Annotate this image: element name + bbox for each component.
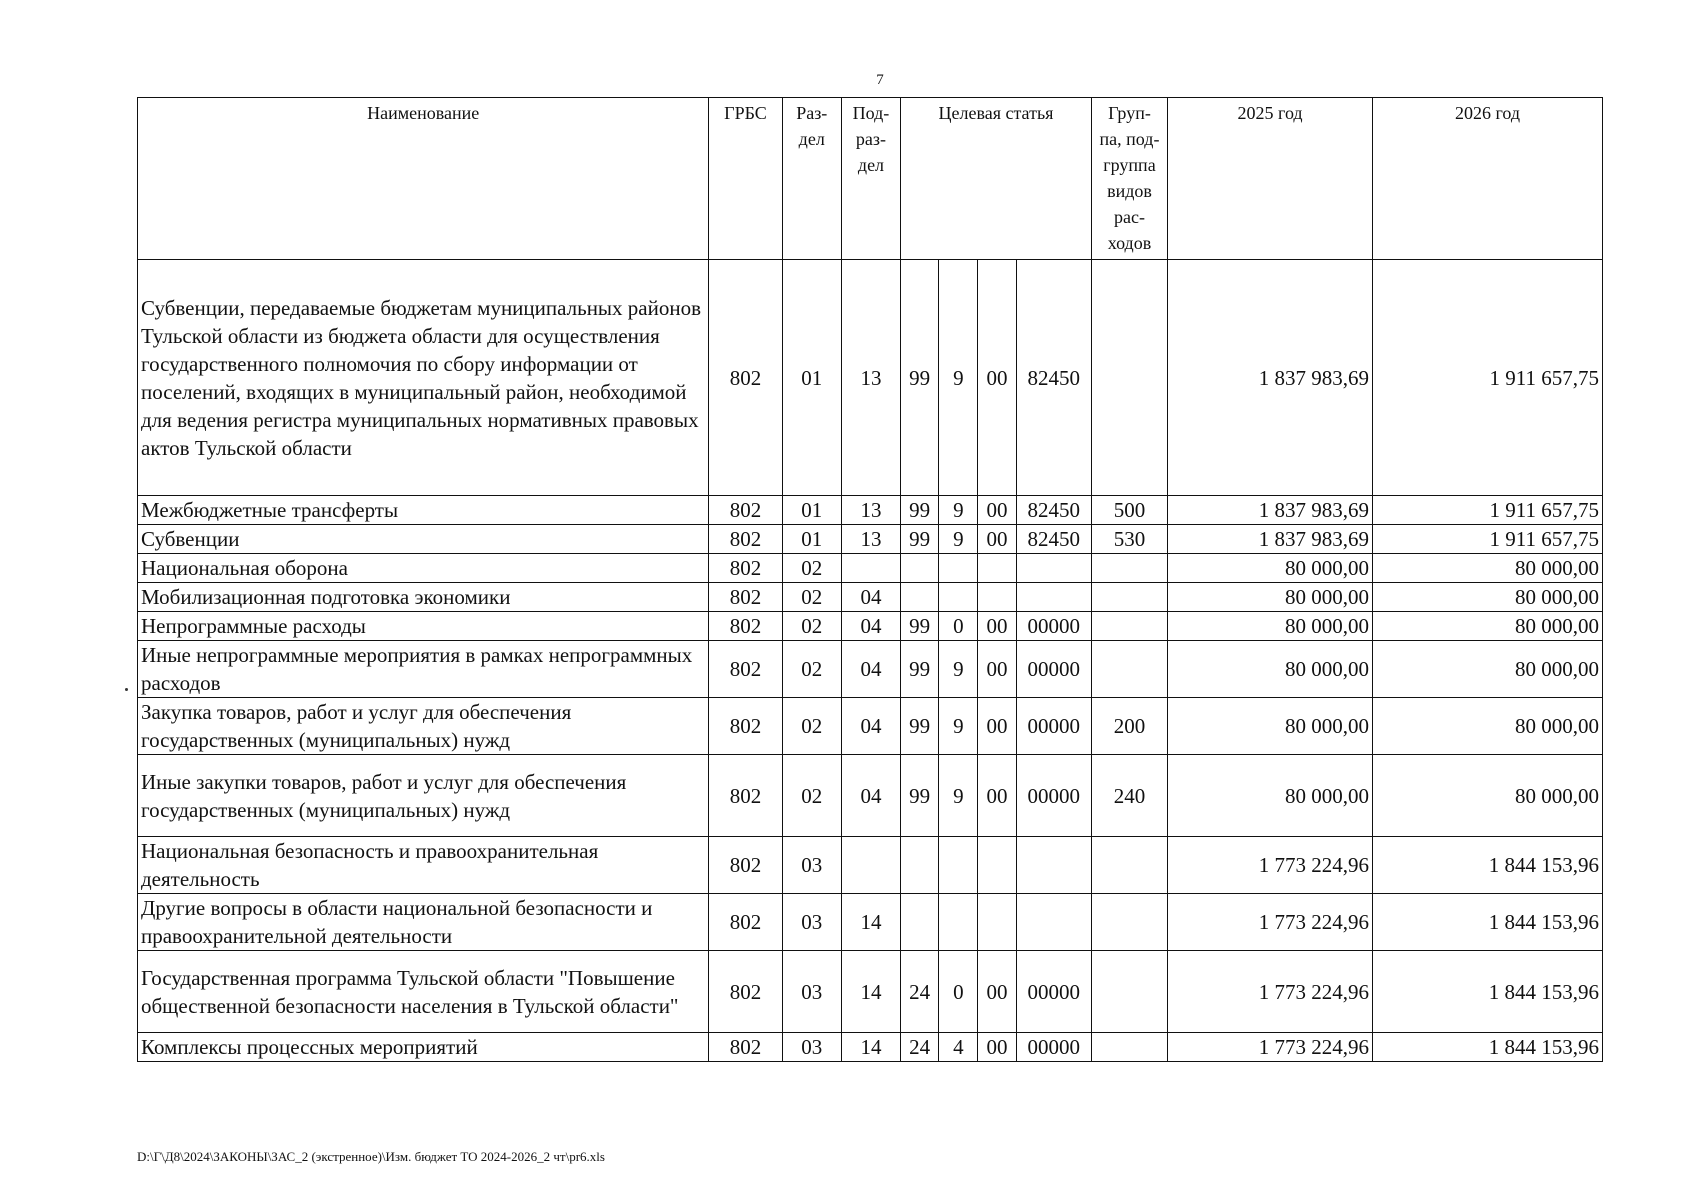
cell-target-direction: 00000	[1016, 1033, 1091, 1062]
row-name: Субвенции	[138, 525, 709, 554]
cell-amount-2026: 1 911 657,75	[1372, 525, 1602, 554]
cell-grbs: 802	[709, 698, 782, 755]
cell-target-type	[939, 554, 978, 583]
cell-target-type: 9	[939, 698, 978, 755]
cell-target-type	[939, 583, 978, 612]
cell-amount-2026: 1 844 153,96	[1372, 951, 1602, 1033]
cell-razdel: 03	[782, 837, 841, 894]
cell-expense-group	[1091, 641, 1167, 698]
cell-razdel: 03	[782, 894, 841, 951]
table-row	[138, 583, 1603, 612]
header-podrazdel: Под- раз- дел	[841, 98, 900, 260]
header-target-article: Целевая статья	[901, 98, 1092, 260]
cell-amount-2026: 1 911 657,75	[1372, 496, 1602, 525]
cell-razdel: 02	[782, 698, 841, 755]
table-row	[138, 554, 1603, 583]
cell-razdel: 03	[782, 1033, 841, 1062]
cell-target-program	[901, 837, 939, 894]
cell-target-direction: 00000	[1016, 755, 1091, 837]
cell-expense-group	[1091, 837, 1167, 894]
table-row	[138, 525, 1603, 554]
cell-target-program: 99	[901, 496, 939, 525]
row-name: Закупка товаров, работ и услуг для обеспечения государственных (муниципальных) нужд	[138, 698, 709, 755]
cell-target-subprogram	[978, 583, 1016, 612]
cell-target-direction: 00000	[1016, 951, 1091, 1033]
cell-amount-2026: 1 844 153,96	[1372, 894, 1602, 951]
cell-target-direction	[1016, 583, 1091, 612]
table-row	[138, 837, 1603, 894]
cell-podrazdel: 14	[841, 951, 900, 1033]
row-name: Субвенции, передаваемые бюджетам муниципальных районов Тульской области из бюджета области для осуществления государственного полномочия по сбору информации от поселений, входящих в муниципальный район, необходимой для ведения регистра муниципальных нормативных правовых актов Тульской области	[138, 260, 709, 496]
cell-podrazdel: 14	[841, 1033, 900, 1062]
cell-razdel: 02	[782, 554, 841, 583]
cell-target-program: 99	[901, 612, 939, 641]
cell-grbs: 802	[709, 554, 782, 583]
cell-amount-2026: 80 000,00	[1372, 583, 1602, 612]
header-expense-group: Груп- па, под- группа видов рас- ходов	[1091, 98, 1167, 260]
header-name: Наименование	[138, 98, 709, 260]
cell-razdel: 02	[782, 612, 841, 641]
cell-target-subprogram: 00	[978, 951, 1016, 1033]
cell-grbs: 802	[709, 583, 782, 612]
cell-grbs: 802	[709, 612, 782, 641]
cell-expense-group: 500	[1091, 496, 1167, 525]
cell-expense-group	[1091, 951, 1167, 1033]
cell-expense-group	[1091, 1033, 1167, 1062]
header-grbs: ГРБС	[709, 98, 782, 260]
cell-amount-2026: 1 911 657,75	[1372, 260, 1602, 496]
cell-target-subprogram: 00	[978, 260, 1016, 496]
header-razdel: Раз- дел	[782, 98, 841, 260]
header-year-2026: 2026 год	[1372, 98, 1602, 260]
cell-expense-group	[1091, 583, 1167, 612]
cell-target-type: 4	[939, 1033, 978, 1062]
cell-target-program: 99	[901, 698, 939, 755]
cell-amount-2026: 80 000,00	[1372, 755, 1602, 837]
cell-podrazdel: 04	[841, 698, 900, 755]
cell-target-program: 99	[901, 260, 939, 496]
cell-target-type	[939, 837, 978, 894]
cell-podrazdel: 13	[841, 525, 900, 554]
table-body	[138, 260, 1603, 1062]
cell-amount-2026: 1 844 153,96	[1372, 1033, 1602, 1062]
cell-target-type: 9	[939, 755, 978, 837]
cell-amount-2025: 1 773 224,96	[1168, 1033, 1373, 1062]
cell-grbs: 802	[709, 837, 782, 894]
cell-target-subprogram: 00	[978, 1033, 1016, 1062]
cell-expense-group: 530	[1091, 525, 1167, 554]
cell-amount-2025: 1 837 983,69	[1168, 260, 1373, 496]
cell-amount-2025: 1 773 224,96	[1168, 837, 1373, 894]
cell-grbs: 802	[709, 755, 782, 837]
cell-target-subprogram: 00	[978, 525, 1016, 554]
row-name: Государственная программа Тульской области "Повышение общественной безопасности населения в Тульской области"	[138, 951, 709, 1033]
scan-speck	[125, 688, 128, 691]
cell-target-type: 9	[939, 496, 978, 525]
cell-target-direction	[1016, 894, 1091, 951]
cell-target-program	[901, 583, 939, 612]
cell-razdel: 01	[782, 496, 841, 525]
cell-podrazdel: 13	[841, 496, 900, 525]
cell-podrazdel: 04	[841, 612, 900, 641]
cell-podrazdel	[841, 554, 900, 583]
cell-expense-group	[1091, 612, 1167, 641]
cell-target-type: 9	[939, 641, 978, 698]
cell-target-type	[939, 894, 978, 951]
cell-amount-2025: 1 837 983,69	[1168, 525, 1373, 554]
cell-expense-group: 200	[1091, 698, 1167, 755]
cell-target-program: 99	[901, 755, 939, 837]
cell-razdel: 02	[782, 641, 841, 698]
cell-podrazdel: 14	[841, 894, 900, 951]
cell-amount-2025: 1 773 224,96	[1168, 894, 1373, 951]
cell-amount-2026: 80 000,00	[1372, 641, 1602, 698]
cell-grbs: 802	[709, 894, 782, 951]
cell-podrazdel: 04	[841, 755, 900, 837]
cell-expense-group: 240	[1091, 755, 1167, 837]
cell-expense-group	[1091, 554, 1167, 583]
cell-amount-2026: 80 000,00	[1372, 612, 1602, 641]
cell-razdel: 03	[782, 951, 841, 1033]
row-name: Иные непрограммные мероприятия в рамках непрограммных расходов	[138, 641, 709, 698]
cell-target-subprogram: 00	[978, 698, 1016, 755]
cell-expense-group	[1091, 260, 1167, 496]
cell-target-direction: 00000	[1016, 698, 1091, 755]
cell-target-direction: 82450	[1016, 525, 1091, 554]
cell-target-type: 0	[939, 612, 978, 641]
cell-grbs: 802	[709, 951, 782, 1033]
cell-target-direction: 00000	[1016, 612, 1091, 641]
cell-grbs: 802	[709, 1033, 782, 1062]
cell-expense-group	[1091, 894, 1167, 951]
cell-podrazdel: 04	[841, 641, 900, 698]
row-name: Непрограммные расходы	[138, 612, 709, 641]
table-row	[138, 698, 1603, 755]
cell-podrazdel: 04	[841, 583, 900, 612]
cell-grbs: 802	[709, 525, 782, 554]
table-row	[138, 894, 1603, 951]
cell-target-program: 24	[901, 1033, 939, 1062]
cell-target-subprogram: 00	[978, 612, 1016, 641]
cell-razdel: 02	[782, 755, 841, 837]
cell-target-program: 99	[901, 525, 939, 554]
cell-target-program: 24	[901, 951, 939, 1033]
cell-target-direction	[1016, 554, 1091, 583]
cell-amount-2026: 80 000,00	[1372, 554, 1602, 583]
table-row	[138, 641, 1603, 698]
table-row	[138, 1033, 1603, 1062]
cell-target-subprogram	[978, 554, 1016, 583]
table-row	[138, 612, 1603, 641]
row-name: Национальная безопасность и правоохранительная деятельность	[138, 837, 709, 894]
cell-target-direction: 00000	[1016, 641, 1091, 698]
cell-amount-2025: 80 000,00	[1168, 583, 1373, 612]
cell-target-direction	[1016, 837, 1091, 894]
cell-grbs: 802	[709, 496, 782, 525]
cell-grbs: 802	[709, 641, 782, 698]
cell-amount-2025: 80 000,00	[1168, 554, 1373, 583]
cell-target-direction: 82450	[1016, 260, 1091, 496]
table-header	[138, 98, 1603, 260]
row-name: Мобилизационная подготовка экономики	[138, 583, 709, 612]
table-row	[138, 496, 1603, 525]
table-row	[138, 260, 1603, 496]
cell-target-type: 0	[939, 951, 978, 1033]
budget-table	[137, 97, 1603, 1062]
cell-target-program: 99	[901, 641, 939, 698]
row-name: Комплексы процессных мероприятий	[138, 1033, 709, 1062]
page-number: 7	[876, 72, 884, 88]
cell-amount-2025: 80 000,00	[1168, 641, 1373, 698]
cell-target-program	[901, 554, 939, 583]
row-name: Другие вопросы в области национальной безопасности и правоохранительной деятельности	[138, 894, 709, 951]
cell-razdel: 01	[782, 260, 841, 496]
cell-amount-2025: 1 837 983,69	[1168, 496, 1373, 525]
cell-amount-2025: 80 000,00	[1168, 755, 1373, 837]
cell-amount-2025: 1 773 224,96	[1168, 951, 1373, 1033]
row-name: Межбюджетные трансферты	[138, 496, 709, 525]
file-path-footer: D:\Г\Д8\2024\ЗАКОНЫ\ЗАС_2 (экстренное)\Изм. бюджет ТО 2024-2026_2 чт\pr6.xls	[137, 1149, 605, 1164]
cell-target-direction: 82450	[1016, 496, 1091, 525]
cell-target-type: 9	[939, 260, 978, 496]
cell-target-subprogram: 00	[978, 641, 1016, 698]
cell-grbs: 802	[709, 260, 782, 496]
cell-podrazdel	[841, 837, 900, 894]
cell-amount-2025: 80 000,00	[1168, 612, 1373, 641]
cell-amount-2026: 80 000,00	[1372, 698, 1602, 755]
row-name: Иные закупки товаров, работ и услуг для обеспечения государственных (муниципальных) нужд	[138, 755, 709, 837]
cell-target-subprogram: 00	[978, 755, 1016, 837]
table-row	[138, 951, 1603, 1033]
cell-target-subprogram	[978, 837, 1016, 894]
cell-target-subprogram: 00	[978, 496, 1016, 525]
cell-target-program	[901, 894, 939, 951]
header-year-2025: 2025 год	[1168, 98, 1373, 260]
cell-amount-2026: 1 844 153,96	[1372, 837, 1602, 894]
cell-razdel: 01	[782, 525, 841, 554]
row-name: Национальная оборона	[138, 554, 709, 583]
cell-razdel: 02	[782, 583, 841, 612]
cell-podrazdel: 13	[841, 260, 900, 496]
cell-target-type: 9	[939, 525, 978, 554]
table-row	[138, 755, 1603, 837]
cell-amount-2025: 80 000,00	[1168, 698, 1373, 755]
cell-target-subprogram	[978, 894, 1016, 951]
